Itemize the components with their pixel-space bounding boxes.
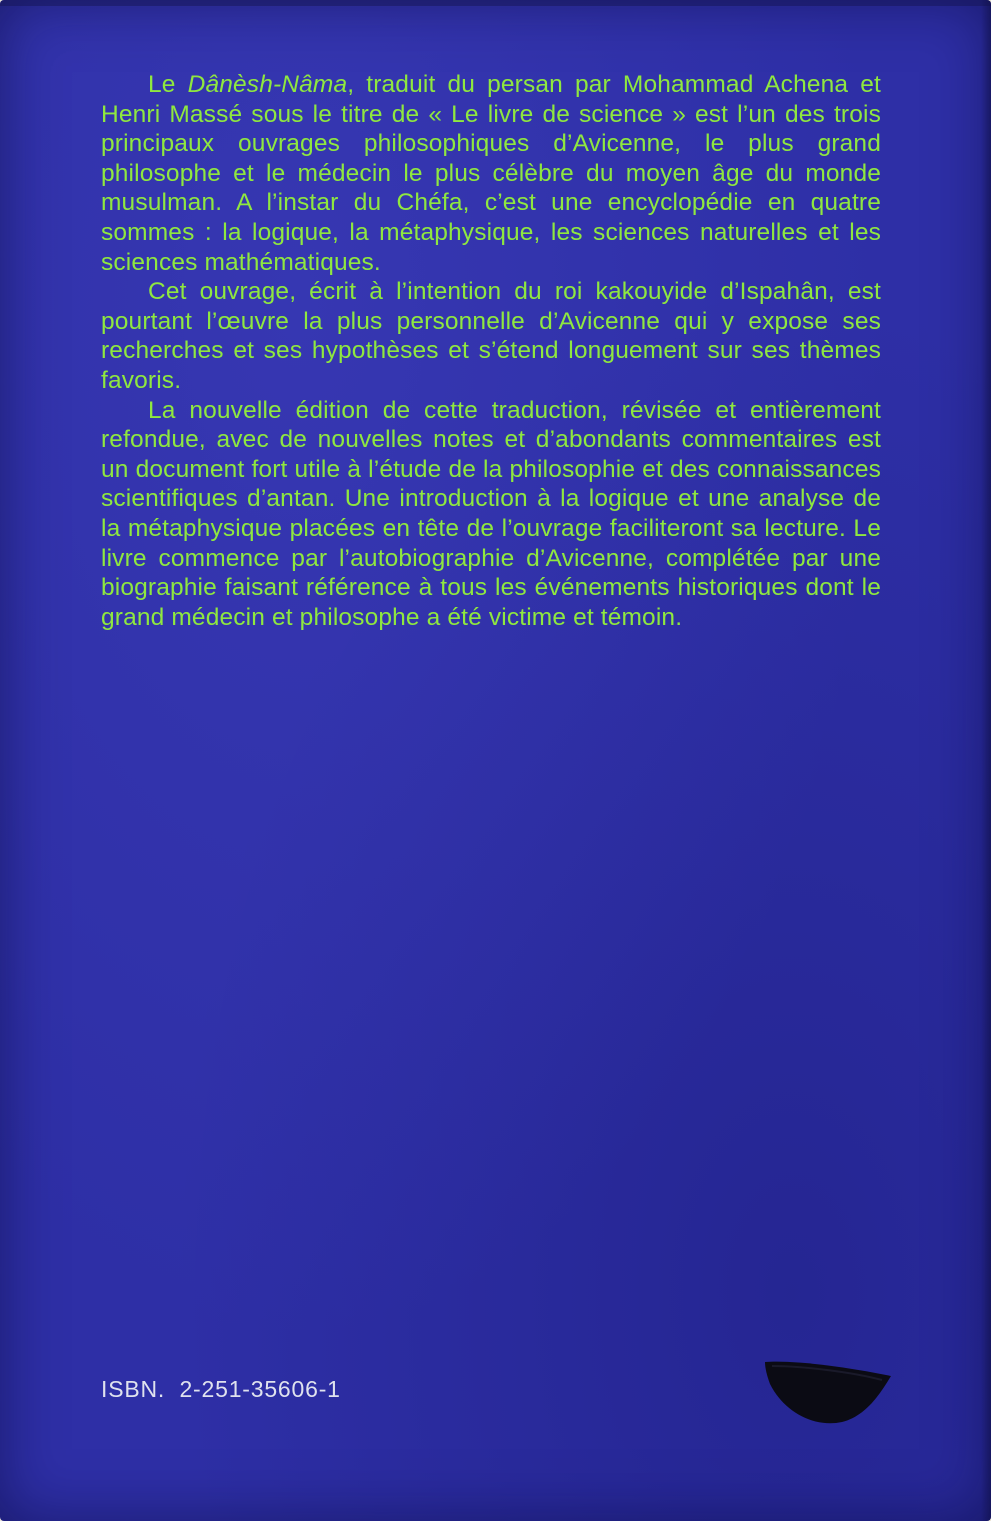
blurb-text	[101, 70, 881, 632]
isbn-number: 2-251-35606-1	[179, 1376, 341, 1402]
isbn-label: ISBN.	[101, 1376, 166, 1402]
cover-right-edge	[981, 0, 991, 1521]
blurb-paragraph-1: Le Dânèsh-Nâma, traduit du persan par Mohammad Achena et Henri Massé sous le titre de « Le livre de science » est l’un des trois principaux ouvrages philosophiques d’Avicenne, le plus grand philosophe et le médecin le plus célèbre du moyen âge du monde musulman. A l’instar du Chéfa, c’est une encyclopédie en quatre sommes : la logique, la métaphysique, les sciences naturelles et les sciences mathématiques.	[101, 71, 881, 276]
worn-corner-mark	[762, 1358, 894, 1430]
blurb-paragraph-2: Cet ouvrage, écrit à l’intention du roi kakouyide d’Ispahân, est pourtant l’œuvre la plus personnelle d’Avicenne qui y expose ses recherches et ses hypothèses et s’étend longuement sur ses thèmes favoris.	[101, 278, 881, 394]
book-title-italic: Dânèsh-Nâma	[187, 71, 348, 98]
isbn-line	[101, 1376, 341, 1403]
cover-top-edge	[0, 0, 991, 6]
blurb-paragraph-3: La nouvelle édition de cette traduction, révisée et entièrement refondue, avec de nouvelles notes et d’abondants commentaires est un document fort utile à l’étude de la philosophie et des connaissances scientifiques d’antan. Une introduction à la logique et une analyse de la métaphysique placées en tête de l’ouvrage faciliteront sa lecture. Le livre commence par l’autobiographie d’Avicenne, complétée par une biographie faisant référence à tous les événements historiques dont le grand médecin et philosophe a été victime et témoin.	[101, 396, 881, 631]
